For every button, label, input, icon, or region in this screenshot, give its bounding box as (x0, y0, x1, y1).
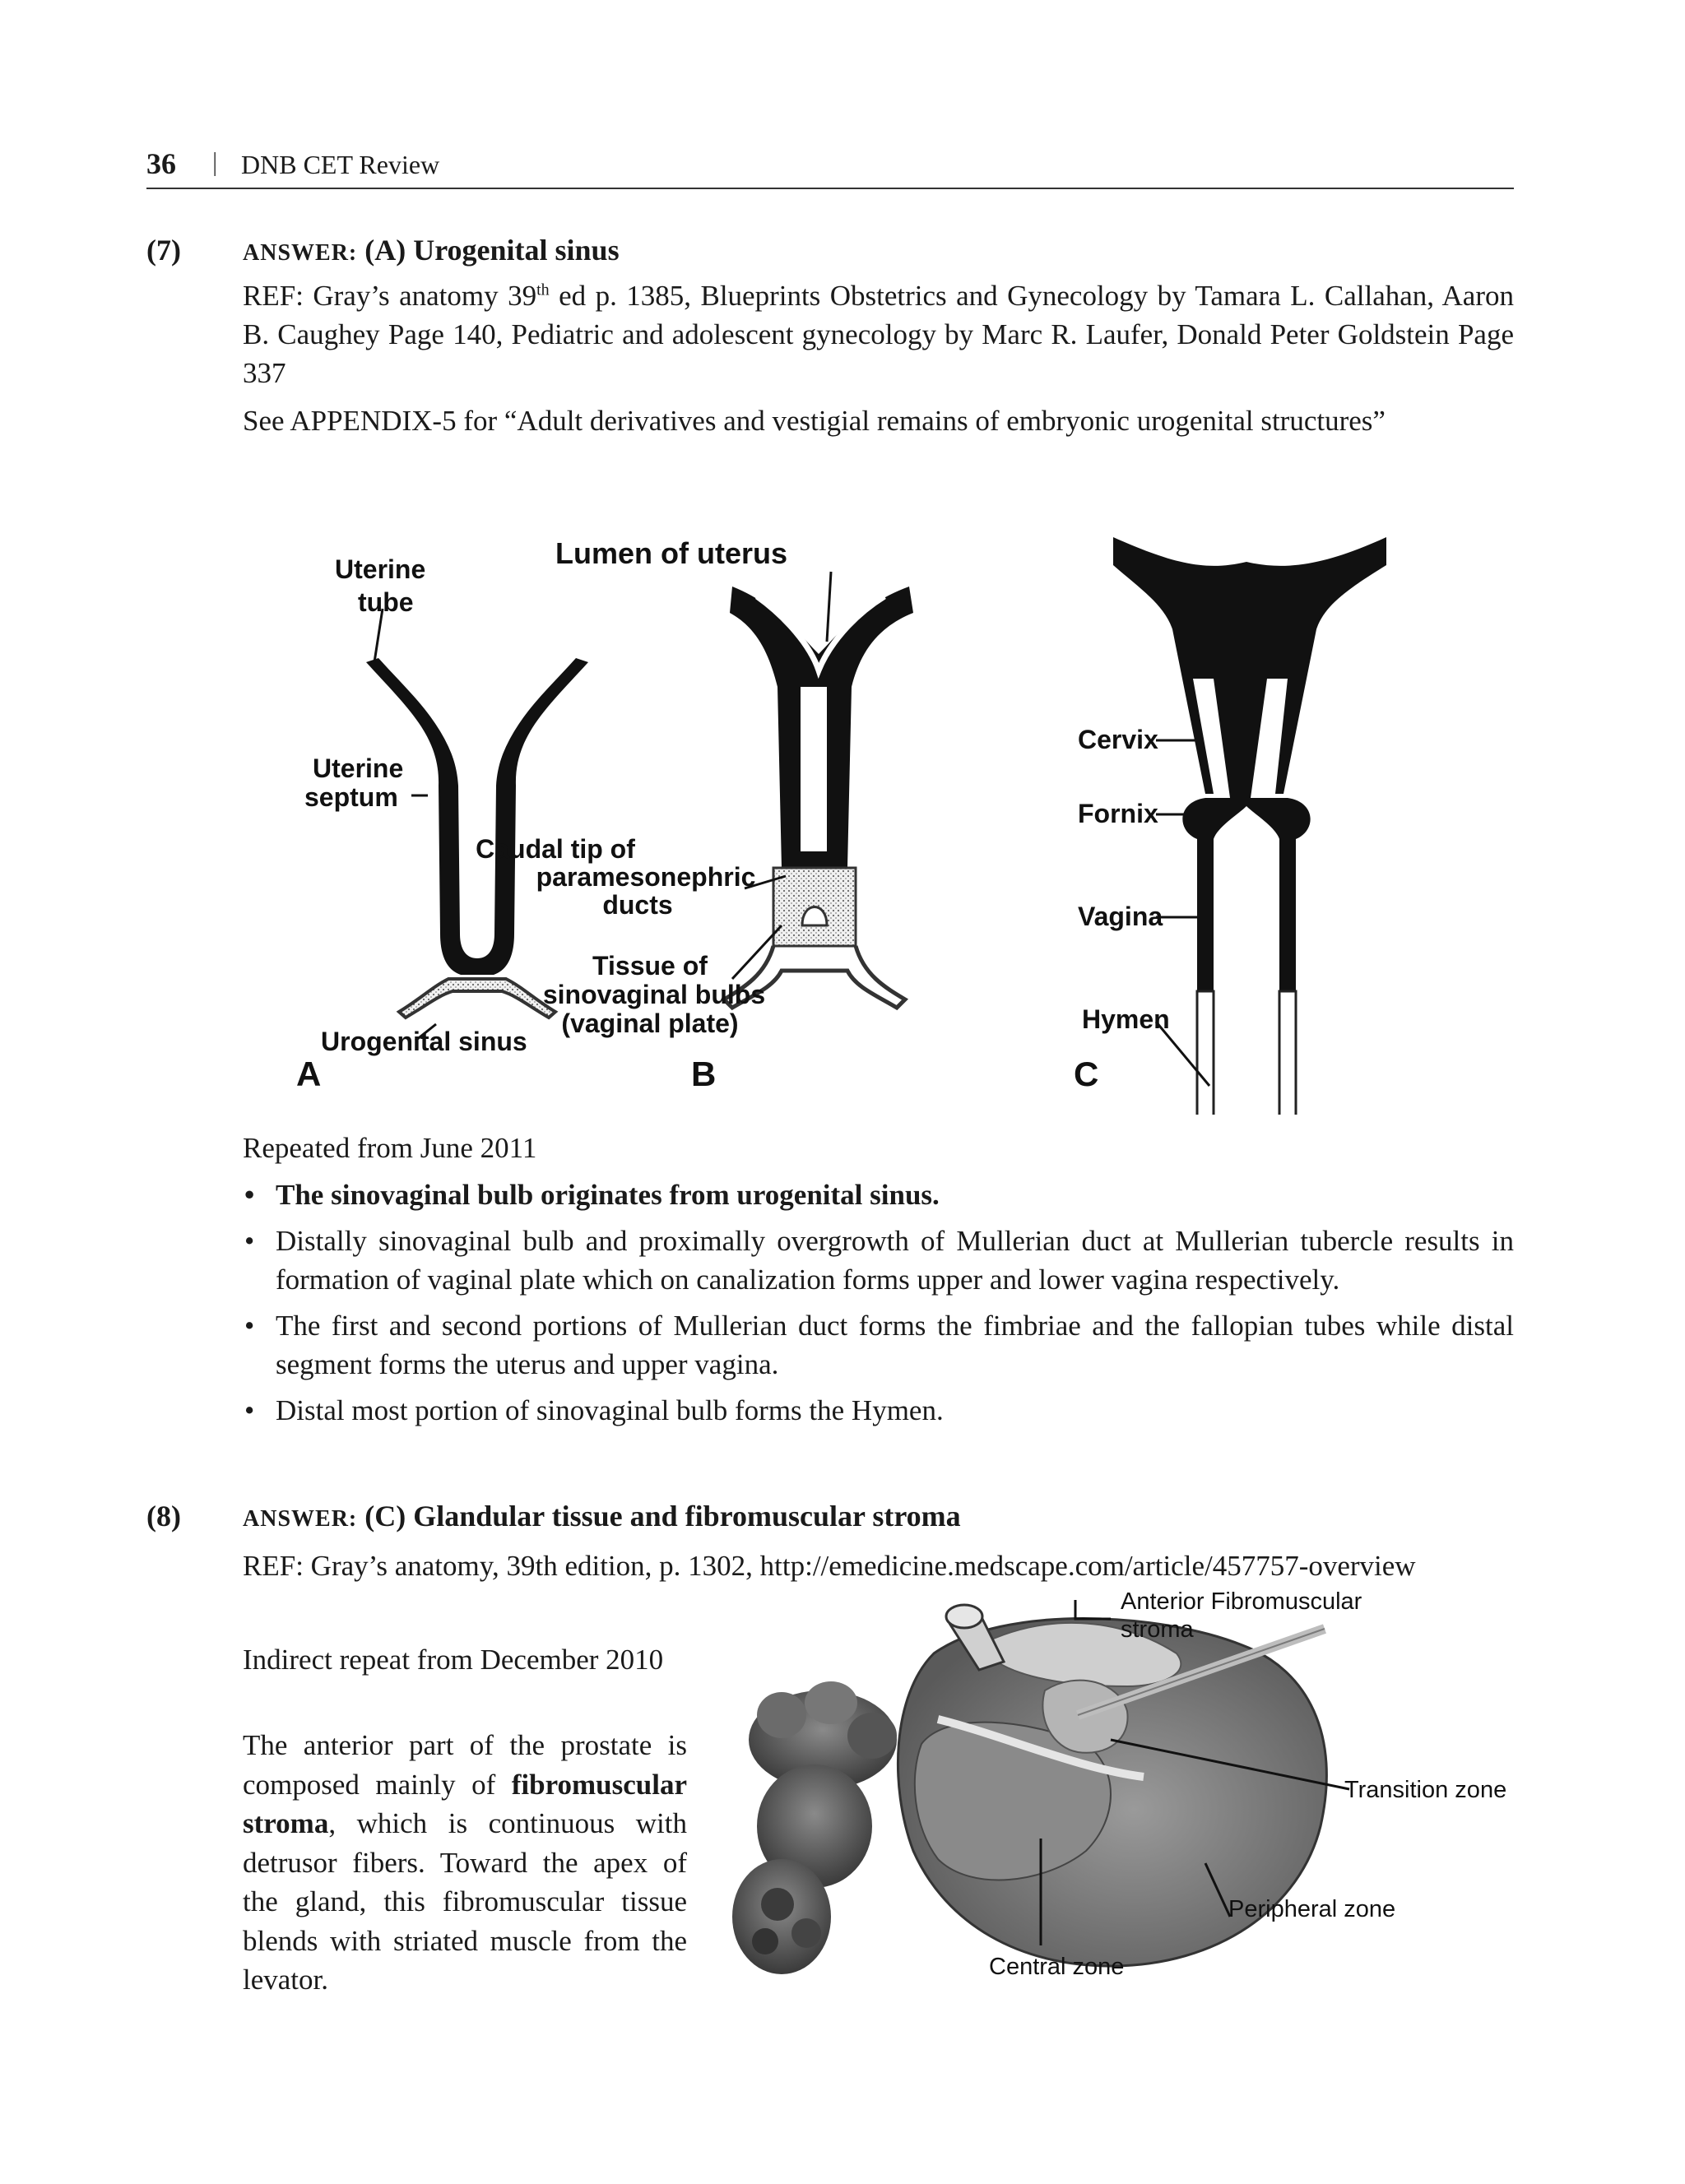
repeated-note: Repeated from June 2011 (243, 1132, 537, 1164)
label-lumen-of-uterus: Lumen of uterus (555, 536, 788, 570)
ref-superscript: th (536, 281, 550, 299)
answer-label: ANSWER: (243, 1506, 358, 1532)
ref-text: REF: Gray’s anatomy 39 (243, 280, 537, 312)
panel-b-drawing (724, 587, 913, 1008)
para-text: The anterior part of the prostate is composed mainly of (243, 1729, 687, 1801)
list-item: • The first and second portions of Mullerian duct forms the fimbriae and the fallopian tubes while distal segment forms the uterus and upper vagina. (243, 1306, 1514, 1384)
seminal-vesicle-drawing (732, 1681, 897, 1974)
label-uterine-septum-2: septum (304, 782, 398, 812)
para-text-rest: , which is continuous with detrusor fibers. Toward the apex of the gland, this fibromuscular tissue blends with striated muscle from the levator. (243, 1807, 687, 1996)
q7-bullet-list (243, 1175, 1514, 1437)
list-item: • The sinovaginal bulb originates from urogenital sinus. (243, 1175, 1514, 1214)
label-transition-zone: Transition zone (1344, 1777, 1507, 1803)
ref-text-rest: ed p. 1385, Blueprints Obstetrics and Gynecology by Tamara L. Callahan, Aaron B. Caughey Page 140, Pediatric and adolescent gynecology by Marc R. Laufer, Donald Peter Goldstein Page 337 (243, 280, 1514, 389)
panel-b-label: B (691, 1055, 717, 1093)
question-8-answer (243, 1499, 961, 1533)
label-hymen: Hymen (1082, 1004, 1170, 1034)
indirect-repeat-note: Indirect repeat from December 2010 (243, 1644, 664, 1676)
running-title: DNB CET Review (241, 150, 440, 179)
question-7-answer (243, 233, 620, 267)
panel-a-label: A (296, 1055, 322, 1093)
list-item: • Distally sinovaginal bulb and proximally overgrowth of Mullerian duct at Mullerian tubercle results in formation of vaginal plate which on canalization forms upper and lower vagina respectively. (243, 1222, 1514, 1299)
prostate-paragraph (243, 1726, 687, 2000)
label-fornix: Fornix (1078, 799, 1158, 828)
label-cervix: Cervix (1078, 725, 1158, 754)
see-appendix-note: See APPENDIX-5 for “Adult derivatives and vestigial remains of embryonic urogenital structures” (243, 405, 1386, 437)
label-central-zone: Central zone (989, 1954, 1125, 1980)
panel-c-label: C (1074, 1055, 1099, 1093)
label-uterine-tube-2: tube (358, 587, 414, 617)
label-uterine-tube-1: Uterine (335, 554, 426, 584)
label-caudal-tip-2: paramesonephric (536, 862, 756, 892)
mullerian-development-figure (284, 514, 1390, 1115)
question-8-reference: REF: Gray’s anatomy, 39th edition, p. 1302, http://emedicine.medscape.com/article/457757-overview (243, 1550, 1416, 1582)
page-number: 36 (146, 147, 176, 180)
label-uterine-septum-1: Uterine (313, 754, 404, 783)
label-anterior-fibromuscular-1: Anterior Fibromuscular (1121, 1588, 1362, 1615)
answer-text: (A) Urogenital sinus (364, 234, 620, 267)
page-header (146, 145, 1514, 189)
answer-label: ANSWER: (243, 240, 358, 266)
label-caudal-tip-3: ducts (602, 890, 673, 920)
header-separator: | (212, 146, 218, 176)
prostate-zones-figure (732, 1579, 1522, 2007)
label-urogenital-sinus: Urogenital sinus (321, 1027, 527, 1056)
question-8-number: (8) (146, 1500, 181, 1533)
answer-text: (C) Glandular tissue and fibromuscular stroma (364, 1500, 961, 1533)
label-caudal-tip-1: Caudal tip of (476, 834, 635, 864)
list-item: • Distal most portion of sinovaginal bulb forms the Hymen. (243, 1391, 1514, 1430)
question-7-reference (243, 276, 1514, 392)
label-tissue-3: (vaginal plate) (561, 1009, 739, 1038)
label-tissue-2: sinovaginal bulbs (542, 980, 766, 1009)
label-anterior-fibromuscular-2: stroma (1121, 1616, 1194, 1643)
label-vagina: Vagina (1078, 902, 1163, 931)
para-bold-term: fibromuscular stroma (243, 1768, 687, 1839)
label-peripheral-zone: Peripheral zone (1228, 1896, 1396, 1922)
label-tissue-1: Tissue of (592, 951, 708, 981)
question-7-number: (7) (146, 234, 181, 267)
